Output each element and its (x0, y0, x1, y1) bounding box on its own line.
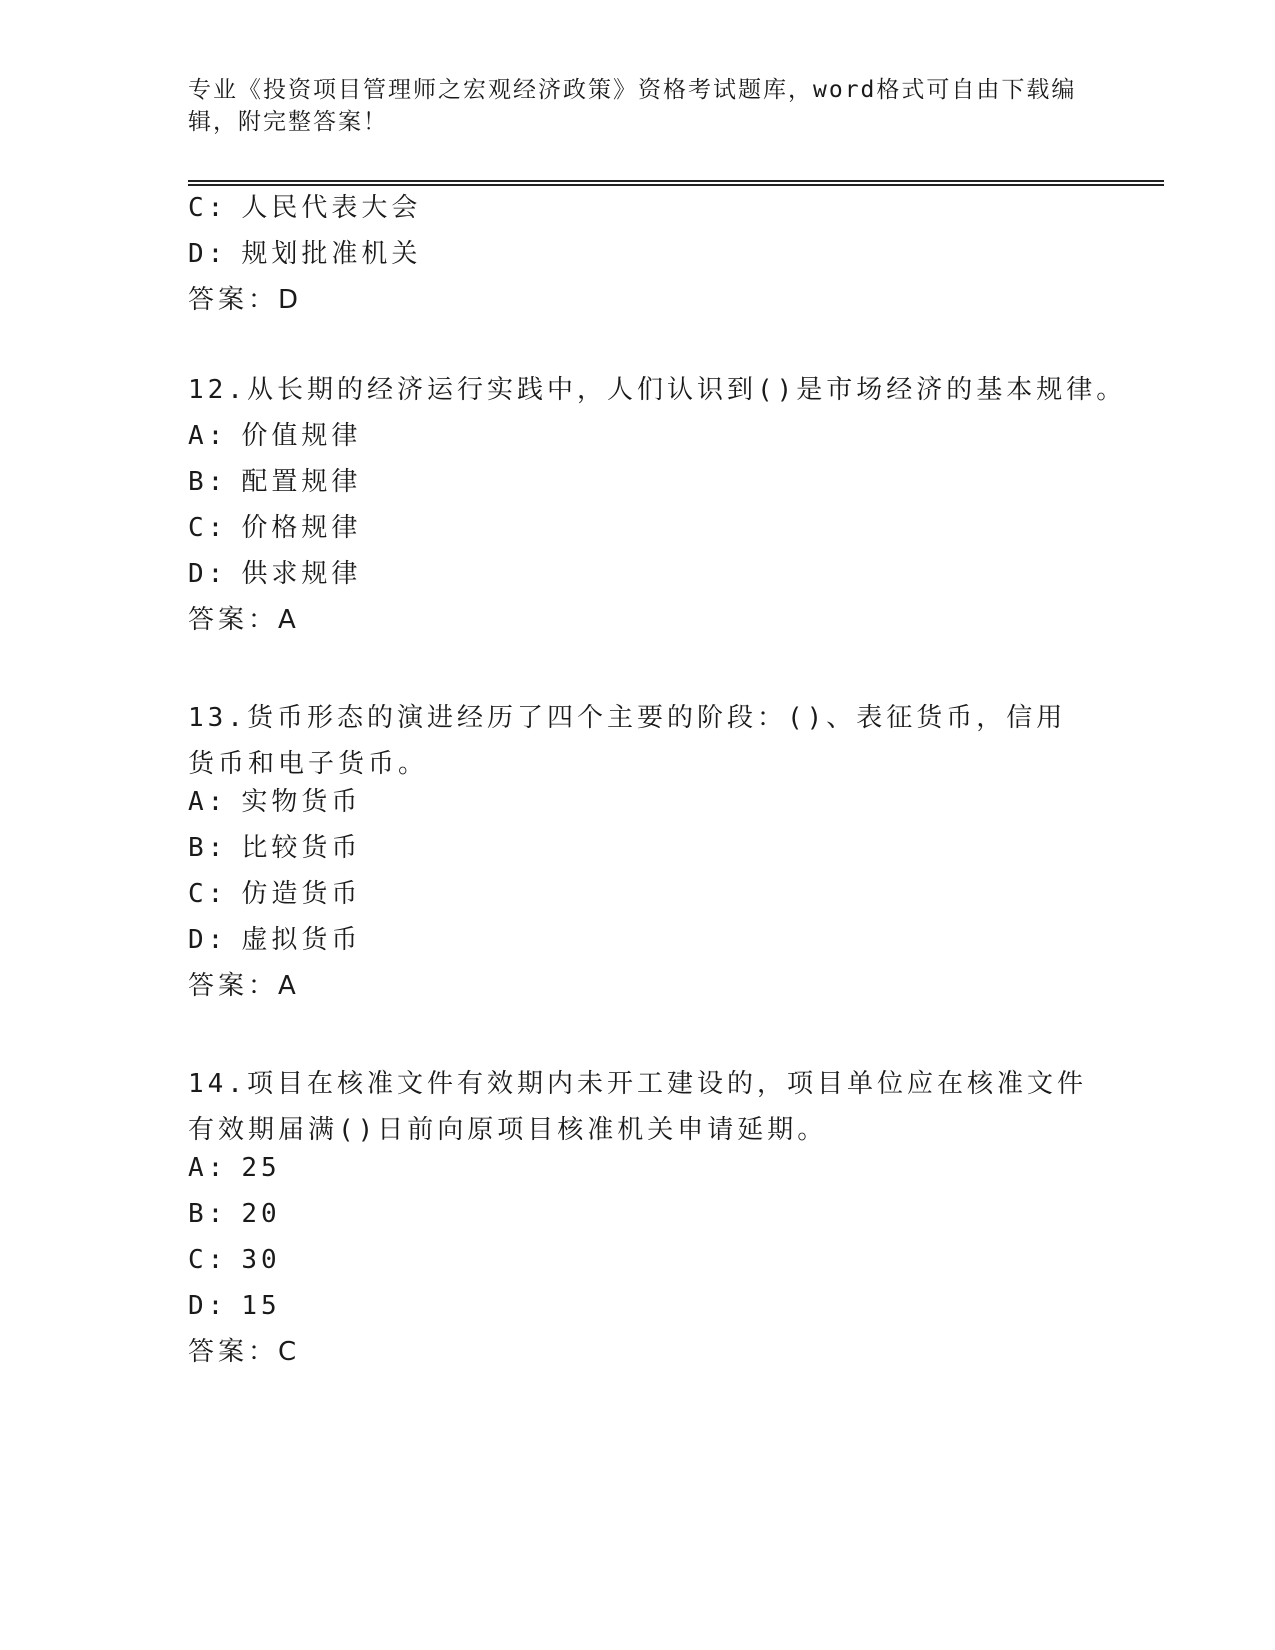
option-text: 价值规律 (241, 421, 362, 451)
spacer (188, 331, 1088, 375)
option-label: A: (188, 1153, 228, 1183)
option-text: 供求规律 (241, 559, 362, 589)
option-c (188, 193, 1088, 239)
option-label: D: (188, 1291, 228, 1321)
option-label: B: (188, 833, 228, 863)
answer-line: 答案：D (188, 285, 303, 315)
header-divider-top (188, 180, 1164, 182)
option-a (188, 1153, 1088, 1199)
spacer (188, 1017, 1088, 1061)
option-text: 25 (241, 1153, 281, 1183)
option-label: C: (188, 193, 228, 223)
option-label: D: (188, 559, 228, 589)
option-b (188, 467, 1088, 513)
option-d (188, 925, 1088, 971)
option-label: A: (188, 421, 228, 451)
option-label: D: (188, 925, 228, 955)
option-text: 30 (241, 1245, 281, 1275)
header-divider-bottom (188, 184, 1164, 186)
option-label: B: (188, 467, 228, 497)
spacer (188, 651, 1088, 695)
option-a (188, 787, 1088, 833)
option-b (188, 1199, 1088, 1245)
option-label: D: (188, 239, 228, 269)
question-continued (188, 193, 1088, 331)
option-label: A: (188, 787, 228, 817)
option-label: C: (188, 513, 228, 543)
option-label: B: (188, 1199, 228, 1229)
option-d (188, 1291, 1088, 1337)
question-text: 13.货币形态的演进经历了四个主要的阶段：()、表征货币，信用货币和电子货币。 (188, 703, 1067, 779)
option-text: 人民代表大会 (241, 193, 422, 223)
question-12 (188, 375, 1127, 651)
question-list (188, 193, 1127, 1383)
option-text: 配置规律 (241, 467, 362, 497)
answer-line: 答案：A (188, 605, 300, 635)
option-text: 仿造货币 (241, 879, 362, 909)
question-text: 12.从长期的经济运行实践中，人们认识到()是市场经济的基本规律。 (188, 375, 1127, 405)
question-text: 14.项目在核准文件有效期内未开工建设的，项目单位应在核准文件有效期届满()日前向原项目核准机关申请延期。 (188, 1069, 1087, 1145)
option-d (188, 559, 1088, 605)
option-label: C: (188, 1245, 228, 1275)
option-text: 实物货币 (241, 787, 362, 817)
option-label: C: (188, 879, 228, 909)
option-text: 15 (241, 1291, 281, 1321)
option-b (188, 833, 1088, 879)
option-c (188, 1245, 1088, 1291)
question-14 (188, 1061, 1088, 1383)
option-text: 20 (241, 1199, 281, 1229)
option-d (188, 239, 1088, 285)
answer-line: 答案：C (188, 1337, 301, 1367)
option-text: 价格规律 (241, 513, 362, 543)
option-c (188, 513, 1088, 559)
option-text: 虚拟货币 (241, 925, 362, 955)
question-13 (188, 695, 1088, 1017)
option-text: 规划批准机关 (241, 239, 422, 269)
option-a (188, 421, 1088, 467)
answer-line: 答案：A (188, 971, 300, 1001)
option-text: 比较货币 (241, 833, 362, 863)
option-c (188, 879, 1088, 925)
header-intro: 专业《投资项目管理师之宏观经济政策》资格考试题库，word格式可自由下载编辑，附完整答案！ (188, 77, 1077, 135)
